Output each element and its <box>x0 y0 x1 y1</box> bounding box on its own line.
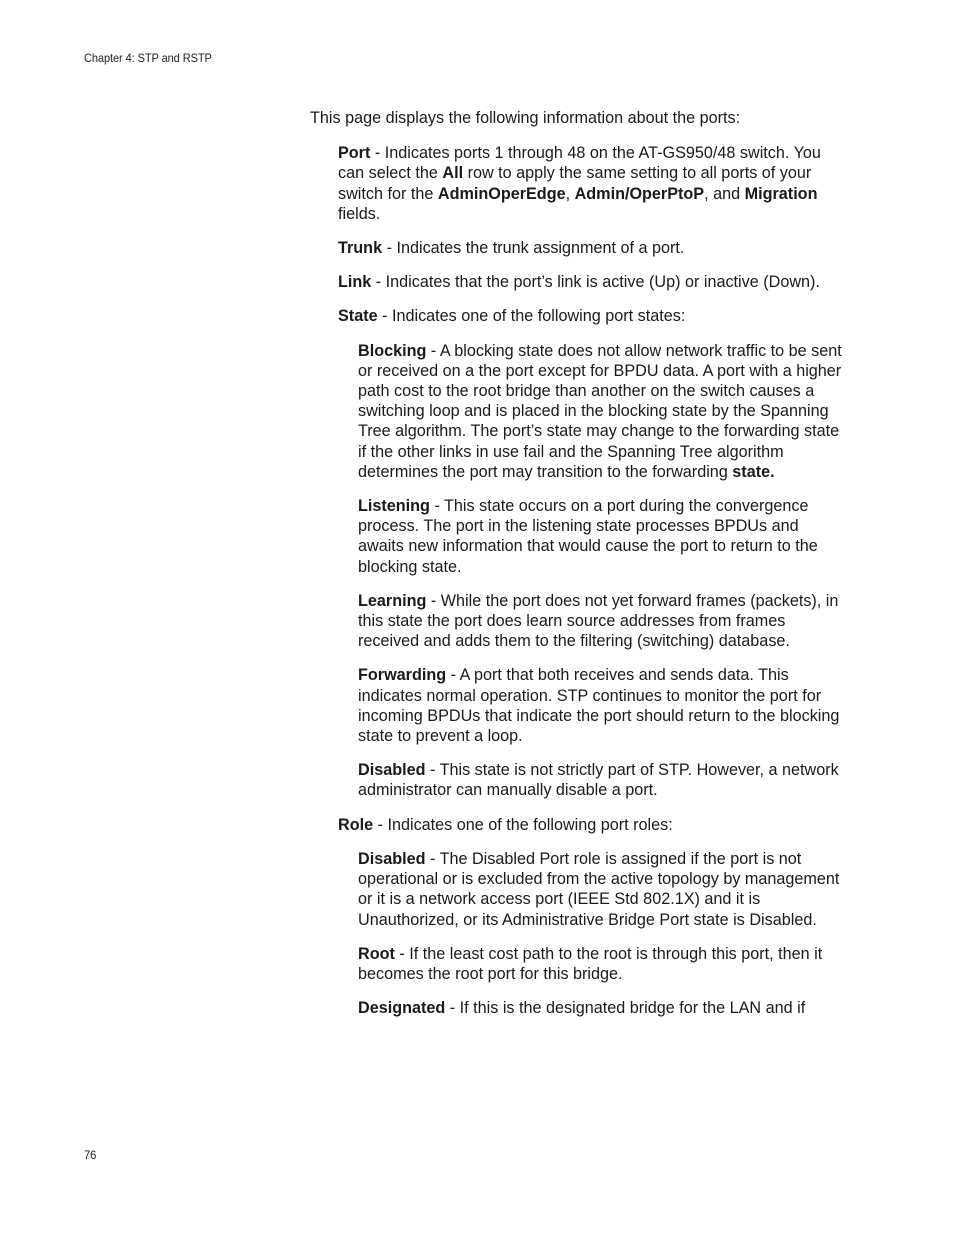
state-blocking: Blocking - A blocking state does not allow network traffic to be sent or received on a the port except for BPDU data. A port with a higher path cost to the root bridge than another on the switch causes a switching loop and is placed in the blocking state by the Spanning Tree algorithm. The port’s state may change to the forwarding state if the other links in use fail and the Spanning Tree algorithm determines the port may transition to the forwarding state. <box>358 341 842 481</box>
state-disabled: Disabled - This state is not strictly part of STP. However, a network administrator can manually disable a port. <box>358 761 839 800</box>
page-number: 76 <box>84 1148 97 1162</box>
state-listening: Listening - This state occurs on a port during the convergence process. The port in the listening state processes BPDUs and awaits new information that would cause the port to return to the blocking state. <box>358 497 818 576</box>
port-description: Port - Indicates ports 1 through 48 on the AT-GS950/48 switch. You can select the All row to apply the same setting to all ports of your switch for the AdminOperEdge, Admin/OperPtoP, and Migration fields. <box>338 144 821 223</box>
state-description: State - Indicates one of the following port states: <box>338 307 686 326</box>
role-description: Role - Indicates one of the following port roles: <box>338 815 673 834</box>
role-disabled: Disabled - The Disabled Port role is assigned if the port is not operational or is excluded from the active topology by management or it is a network access port (IEEE Std 802.1X) and it is Unauthorized, or its Administrative Bridge Port state is Disabled. <box>358 849 840 929</box>
state-learning: Learning - While the port does not yet forward frames (packets), in this state the port does learn source addresses from frames received and adds them to the filtering (switching) database. <box>358 591 839 651</box>
port-term: Port <box>338 144 371 163</box>
intro-paragraph: This page displays the following information about the ports: <box>310 109 741 127</box>
link-term: Link <box>338 273 372 292</box>
trunk-term: Trunk <box>338 239 383 258</box>
state-term: State <box>338 307 378 326</box>
page-body <box>310 108 845 1032</box>
link-description: Link - Indicates that the port’s link is active (Up) or inactive (Down). <box>338 273 820 292</box>
trunk-description: Trunk - Indicates the trunk assignment of a port. <box>338 239 685 258</box>
state-forwarding: Forwarding - A port that both receives and sends data. This indicates normal operation. STP continues to monitor the port for incoming BPDUs that indicate the port should return to the blocking state to prevent a loop. <box>358 666 840 746</box>
role-root: Root - If the least cost path to the root is through this port, then it becomes the root port for this bridge. <box>358 944 823 983</box>
running-header: Chapter 4: STP and RSTP <box>84 51 212 65</box>
role-designated: Designated - If this is the designated bridge for the LAN and if <box>358 999 806 1018</box>
role-term: Role <box>338 815 374 834</box>
